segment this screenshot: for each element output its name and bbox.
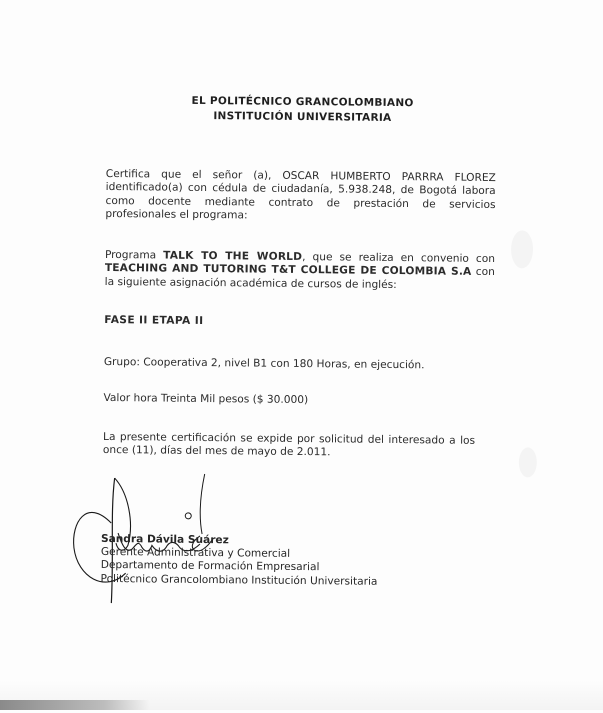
partner-institution: TEACHING AND TUTORING T&T COLLEGE DE COLOMBIA S.A [104, 262, 472, 279]
program-prefix: Programa [104, 248, 164, 262]
signatory-title: Gerente Administrativa y Comercial [100, 546, 291, 561]
institution-name: EL POLITÉCNICO GRANCOLOMBIANO [191, 94, 414, 110]
scan-smudge [519, 447, 537, 477]
program-name: TALK TO THE WORLD [163, 249, 303, 264]
institution-subtitle: INSTITUCIÓN UNIVERSITARIA [213, 110, 392, 124]
program-suffix: con la siguiente asignación académica de cursos de inglés: [104, 266, 495, 291]
program-paragraph [105, 249, 495, 293]
signatory-name: Sandra Dávila Suárez [100, 532, 229, 547]
group-assignment: Grupo: Cooperativa 2, nivel B1 con 180 Horas, en ejecución. [103, 355, 425, 372]
signatory-department: Departamento de Formación Empresarial [100, 559, 320, 574]
signatory-block [101, 533, 378, 589]
certification-paragraph: Certifica que el señor (a), OSCAR HUMBERTO PARRRA FLOREZ identificado(a) con cédula de ciudadanía, 5.938.248, de Bogotá labora como docente mediante contrato de prestación de servicios profesionales el programa: [105, 167, 496, 222]
hourly-rate: Valor hora Treinta Mil pesos ($ 30.000) [103, 391, 309, 407]
program-middle: , que se realiza en convenio con [302, 251, 496, 266]
phase-label: FASE II ETAPA II [104, 313, 204, 327]
closing-paragraph: La presente certificación se expide por solicitud del interesado a los once (11), días del mes de mayo de 2.011. [102, 430, 476, 459]
signatory-institution: Politécnico Grancolombiano Institución Universitaria [100, 572, 378, 588]
scan-smudge [511, 230, 533, 268]
scan-bottom-edge [0, 700, 150, 710]
